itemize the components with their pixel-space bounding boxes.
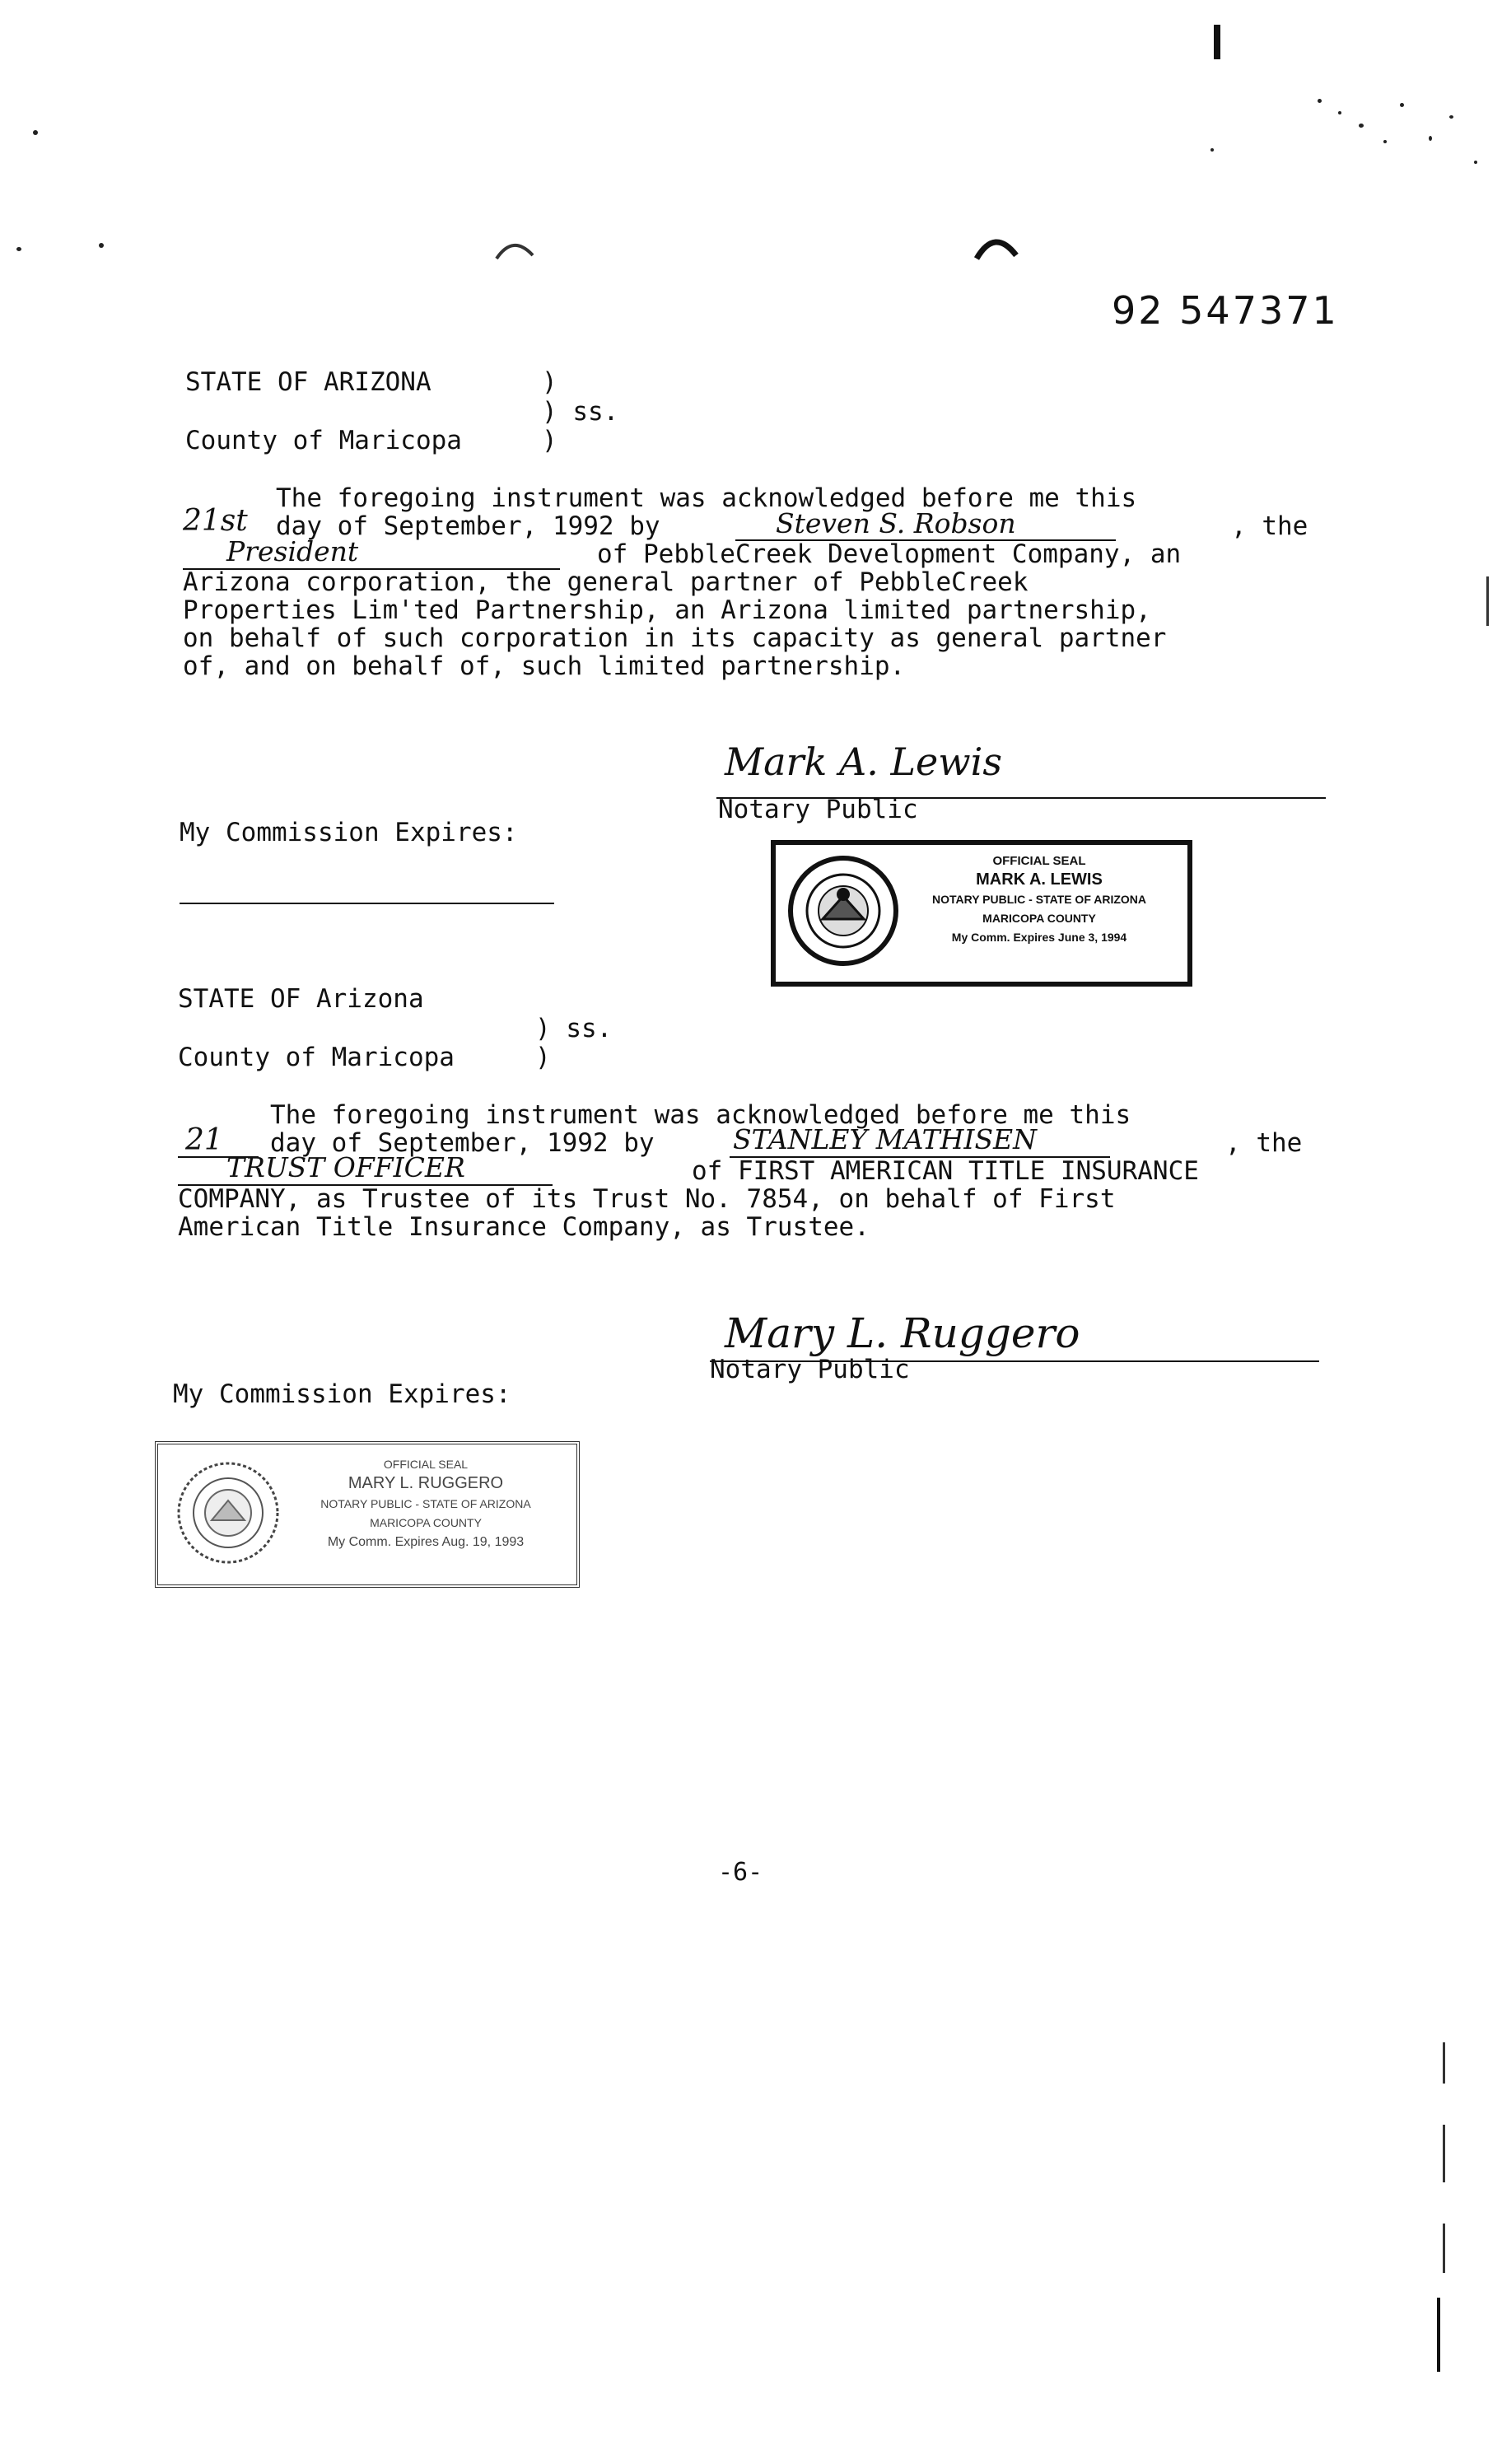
ack-line-4: COMPANY, as Trustee of its Trust No. 7854, on behalf of First <box>178 1184 1116 1214</box>
county-heading: County of Maricopa <box>185 426 462 455</box>
bracket: ) <box>542 367 557 397</box>
state-seal-emblem <box>175 1459 282 1566</box>
ack-line-1: The foregoing instrument was acknowledged before me this <box>270 1100 1131 1130</box>
scan-speck <box>1429 136 1432 141</box>
scan-speck <box>33 130 38 135</box>
scan-speck <box>1318 99 1322 103</box>
seal-line: NOTARY PUBLIC - STATE OF ARIZONA <box>931 893 1147 906</box>
handwritten-day: 21st <box>183 504 248 538</box>
document-number: 92 547371 <box>1112 288 1339 333</box>
notary-public-label: Notary Public <box>710 1355 910 1384</box>
corner-mark <box>1214 25 1220 59</box>
handwritten-signer: Steven S. Robson <box>776 507 1016 539</box>
ack-line-2a: day of September, 1992 by <box>270 1128 655 1158</box>
bracket: ) <box>542 426 557 455</box>
ack-line-5: American Title Insurance Company, as Trustee. <box>178 1212 870 1242</box>
scan-edge-mark <box>1486 576 1489 626</box>
seal-line: MARICOPA COUNTY <box>370 1516 482 1529</box>
ack-line-1: The foregoing instrument was acknowledged before me this <box>276 483 1137 513</box>
handwritten-signer: STANLEY MATHISEN <box>733 1123 1038 1155</box>
scan-edge-mark <box>1443 2042 1445 2084</box>
seal-line: My Comm. Expires Aug. 19, 1993 <box>327 1535 525 1549</box>
commission-expires-label: My Commission Expires: <box>180 818 518 847</box>
state-heading: STATE OF ARIZONA <box>185 367 431 397</box>
notary-signature: Mary L. Ruggero <box>725 1309 1080 1357</box>
notary-seal-stamp <box>155 1441 580 1588</box>
handwritten-day: 21 <box>185 1123 223 1157</box>
ss-label: ) ss. <box>542 397 619 427</box>
bracket: ) <box>535 1043 551 1072</box>
county-heading: County of Maricopa <box>178 1043 455 1072</box>
ack-line-6: on behalf of such corporation in its capacity as general partner <box>183 623 1167 653</box>
handwritten-title: President <box>226 535 359 567</box>
scan-speck <box>1210 148 1214 152</box>
scan-speck <box>1449 115 1453 119</box>
punch-mark <box>972 227 1021 264</box>
ack-line-2b: , the <box>1231 511 1308 541</box>
notary-public-label: Notary Public <box>718 795 918 824</box>
ack-line-3: of PebbleCreek Development Company, an <box>597 539 1182 569</box>
seal-line: NOTARY PUBLIC - STATE OF ARIZONA <box>320 1497 531 1510</box>
scan-speck <box>1400 103 1404 107</box>
state-seal-emblem <box>786 853 901 968</box>
handwritten-title: TRUST OFFICER <box>226 1151 465 1183</box>
scan-speck <box>99 243 104 248</box>
ack-line-5: Properties Lim'ted Partnership, an Arizona limited partnership, <box>183 595 1151 625</box>
scan-speck <box>1383 140 1387 143</box>
seal-line: OFFICIAL SEAL <box>992 854 1086 868</box>
ack-line-2a: day of September, 1992 by <box>276 511 660 541</box>
ack-line-2b: , the <box>1225 1128 1303 1158</box>
ss-label: ) ss. <box>535 1014 613 1043</box>
seal-line: MARY L. RUGGERO <box>348 1474 504 1492</box>
state-heading: STATE OF Arizona <box>178 984 424 1014</box>
commission-expires-label: My Commission Expires: <box>173 1379 511 1409</box>
seal-line: MARICOPA COUNTY <box>982 912 1096 925</box>
notary-signature: Mark A. Lewis <box>725 740 1002 784</box>
ack-line-4: Arizona corporation, the general partner of PebbleCreek <box>183 567 1029 597</box>
seal-line: OFFICIAL SEAL <box>383 1458 469 1471</box>
notary-seal-stamp <box>771 840 1192 987</box>
ack-line-3: of FIRST AMERICAN TITLE INSURANCE <box>692 1156 1199 1186</box>
commission-expires-line <box>180 903 554 904</box>
scan-speck <box>1359 124 1364 128</box>
punch-mark <box>490 231 539 264</box>
scan-edge-mark <box>1437 2298 1440 2372</box>
scan-speck <box>16 247 21 251</box>
seal-line: MARK A. LEWIS <box>976 870 1103 889</box>
scan-speck <box>1338 111 1341 114</box>
scan-speck <box>1474 161 1477 164</box>
page-number: -6- <box>718 1858 763 1887</box>
scan-edge-mark <box>1443 2125 1445 2182</box>
scan-edge-mark <box>1443 2224 1445 2273</box>
seal-line: My Comm. Expires June 3, 1994 <box>951 931 1127 944</box>
ack-line-7: of, and on behalf of, such limited partnership. <box>183 651 906 681</box>
